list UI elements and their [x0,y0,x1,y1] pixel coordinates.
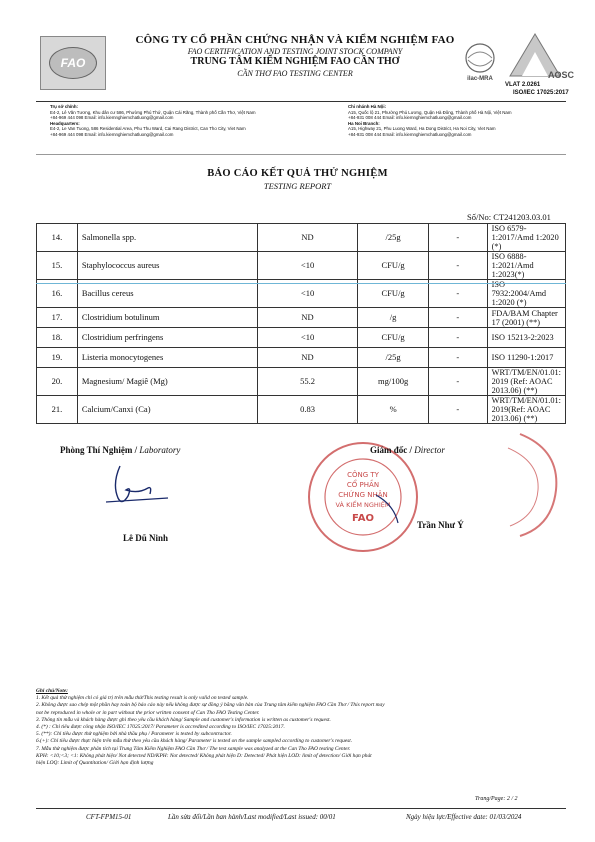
director-label-en: Director [414,445,445,455]
test-method: ISO 7932:2004/Amd 1:2020 (*) [487,280,565,308]
parameter-name: Bacillus cereus [77,280,257,308]
row-number: 14. [37,224,78,252]
table-row [37,224,566,252]
row-number: 16. [37,280,78,308]
lod-value: - [428,348,487,368]
unit: % [358,396,429,424]
row-number: 20. [37,368,78,396]
test-method: ISO 11290-1:2017 [487,348,565,368]
hq-title-en: Headquarters: [50,120,80,126]
address-right [348,104,566,138]
lod-value: - [428,308,487,328]
result-value: 0.83 [257,396,357,424]
notes-title: Ghi chú/Note: [36,688,68,694]
note-line: 1. Kết quả thử nghiệm chỉ có giá trị trên mẫu thử/This testing result is only valid on tested sample. [36,695,249,702]
unit: CFU/g [358,280,429,308]
result-value: ND [257,224,357,252]
row-number: 17. [37,308,78,328]
table-row [37,252,566,280]
stamp-line-1: CÔNG TY [347,471,379,479]
company-name-vn: CÔNG TY CỔ PHẦN CHỨNG NHẬN VÀ KIỂM NGHIỆM FAO [135,34,455,46]
result-value: <10 [257,328,357,348]
hq-address-vn: E4-2, Lê Văn Tương, Khu dân cư 586, Phường Phú Thứ, Quận Cái Răng, Thành phố Cần Thơ, Việt Nam [50,109,256,115]
table-row [37,368,566,396]
results-table-body [37,224,566,424]
note-line: 5. (**): Chỉ tiêu được thử nghiệm bởi nhà thầu phụ / Parameter is tested by subcontractor. [36,731,232,738]
note-line: 6.(+): Chỉ tiêu được thực hiện trên mẫu thử theo yêu cầu khách hàng/ Parameter is tested on the sample sampled according to customer's request. [36,738,353,745]
branch-title-vn: Chi nhánh Hà Nội: [348,104,387,109]
director-label-vn: Giám đốc / [370,445,412,455]
result-value: ND [257,348,357,368]
lab-label-en: Laboratory [139,445,181,455]
hq-contact-vn: +84-969 444 098 Email: info.kiemnghiemchatluong@gmail.com [50,115,174,121]
address-divider [36,154,566,155]
table-row [37,396,566,424]
parameter-name: Listeria monocytogenes [77,348,257,368]
lab-signer-name: Lê Dũ Ninh [123,533,169,543]
revision-info: Lần sửa đổi/Lần ban hành/Last modified/Last issued: 00/01 [168,813,336,821]
parameter-name: Salmonella spp. [77,224,257,252]
aosc-logo [500,32,575,80]
center-name-vn: TRUNG TÂM KIỂM NGHIỆM FAO CẦN THƠ [190,56,400,67]
company-logo [40,36,106,90]
address-left [50,104,340,138]
note-line: not be reproduced in whole or in part without the prior written consent of Can Tho FAO Testing Center. [36,709,260,716]
lab-handwritten-signature [98,460,178,510]
test-method: ISO 6579-1:2017/Amd 1:2020 (*) [487,224,565,252]
row-number: 18. [37,328,78,348]
result-value: <10 [257,280,357,308]
effective-date: Ngày hiệu lực/Effective date: 01/03/2024 [406,813,522,821]
branch-title-en: Ha Noi Branch: [348,120,380,126]
lod-value: - [428,328,487,348]
results-table [36,223,566,424]
parameter-name: Staphylococcus aureus [77,252,257,280]
result-value: <10 [257,252,357,280]
aosc-text: AOSC [548,70,575,80]
note-line: 4. (*) : Chỉ tiêu được công nhận ISO/IEC 17025:2017/ Parameter is accredited according to ISO/IEC 17025:2017. [36,724,285,731]
stamp-line-3: CHỨNG NHẬN [338,491,388,499]
note-line: hiện LOQ: Limit of Quantitation/ Giới hạn định lượng [36,760,154,767]
hq-address-en: E4-2, Le Van Tuong, 586 Residential Area, Phu Thu Ward, Cai Rang District, Can Tho City, Viet Nam [50,126,246,132]
unit: mg/100g [358,368,429,396]
report-title-en: TESTING REPORT [263,181,332,191]
branch-contact-en: +84-931 008 444 Email: info.kiemnghiemchatluong@gmail.com [348,131,472,137]
row-number: 15. [37,252,78,280]
result-value: 55.2 [257,368,357,396]
result-value: ND [257,308,357,328]
lab-signature-label [60,445,180,455]
branch-address-vn: A15, Quốc lộ 21, Phường Phú Lương, Quận Hà Đông, Thành phố Hà Nội, Việt Nam [348,109,512,115]
test-method: WRT/TM/EN/01.01: 2019 (Ref: AOAC 2013.06) (**) [487,368,565,396]
parameter-name: Clostridium perfringens [77,328,257,348]
branch-contact-vn: +84-931 008 444 Email: info.kiemnghiemchatluong@gmail.com [348,115,472,121]
row-number: 21. [37,396,78,424]
footer-divider [36,808,566,809]
ilac-text: ilac-MRA [467,76,493,82]
unit: /25g [358,224,429,252]
report-title-vn: BÁO CÁO KẾT QUẢ THỬ NGHIỆM [207,168,388,179]
vlat-code: VLAT 2.0261 [505,82,541,88]
header-divider [36,101,566,102]
center-name-en: CẦN THƠ FAO TESTING CENTER [237,69,353,78]
unit: /25g [358,348,429,368]
branch-address-en: A15, Highway 21, Phu Luong Ward, Ha Dong District, Ha Noi City, Viet Nam [348,126,496,132]
unit: CFU/g [358,328,429,348]
stamp-line-5: FAO [352,513,374,524]
logo-text: FAO [49,47,97,79]
lod-value: - [428,280,487,308]
stamp-line-4: VÀ KIỂM NGHIỆM [335,501,391,509]
note-line: KPH: <10;<3; <1: Không phát hiện/ Not detected ND/KPH: Not detected/ Không phát hiện D: Detected/ Phát hiện LOD: limit of detection/ Giới hạn phát [36,752,372,759]
report-number: Số/No: CT241203.03.01 [467,212,551,222]
director-signer-name: Trần Như Ý [417,520,464,530]
test-method: ISO 15213-2:2023 [487,328,565,348]
unit: CFU/g [358,252,429,280]
test-method: WRT/TM/EN/01.01: 2019(Ref: AOAC 2013.06) (**) [487,396,565,424]
test-method: FDA/BAM Chapter 17 (2001) (**) [487,308,565,328]
lod-value: - [428,368,487,396]
stamp-line-2: CỔ PHẦN [346,481,380,489]
company-name-en: FAO CERTIFICATION AND TESTING JOINT STOCK COMPANY [187,47,403,56]
scan-line [36,283,566,284]
notes-section [36,688,566,767]
lod-value: - [428,252,487,280]
director-signature-label [370,445,445,455]
lod-value: - [428,396,487,424]
form-code: CFT-FPM15-01 [86,813,132,821]
hq-contact-en: +84-969 444 098 Email: info.kiemnghiemchatluong@gmail.com [50,131,174,137]
parameter-name: Calcium/Canxi (Ca) [77,396,257,424]
note-line: 3. Thông tin mẫu và khách hàng được ghi theo yêu cầu khách hàng/ Sample and customer's information is written as customer's request. [36,716,331,723]
note-line: 7. Mẫu thử nghiệm được phân tích tại Trung Tâm Kiểm Nghiệm FAO Cần Thơ / The test sample was analyzed at the Can Tho FAO testing Center. [36,745,351,752]
parameter-name: Clostridium botulinum [77,308,257,328]
note-line: 2. Không được sao chép một phần hay toàn bộ báo cáo này nếu không được sự đồng ý bằng văn bản của Trung tâm kiểm nghiệm FAO Cần Thơ / This report may [36,702,385,709]
hq-title-vn: Trụ sở chính: [50,104,79,109]
ilac-mra-logo [458,42,502,82]
row-number: 19. [37,348,78,368]
lab-label-vn: Phòng Thí Nghiệm / [60,445,138,455]
lod-value: - [428,224,487,252]
parameter-name: Magnesium/ Magiê (Mg) [77,368,257,396]
page-number: Trang/Page: 2 / 2 [475,796,518,802]
iso-cert: ISO/IEC 17025:2017 [513,90,569,96]
table-row [37,308,566,328]
table-row [37,328,566,348]
table-row [37,348,566,368]
test-method: ISO 6888-1:2021/Amd 1:2023(*) [487,252,565,280]
unit: /g [358,308,429,328]
partial-stamp [500,430,560,540]
